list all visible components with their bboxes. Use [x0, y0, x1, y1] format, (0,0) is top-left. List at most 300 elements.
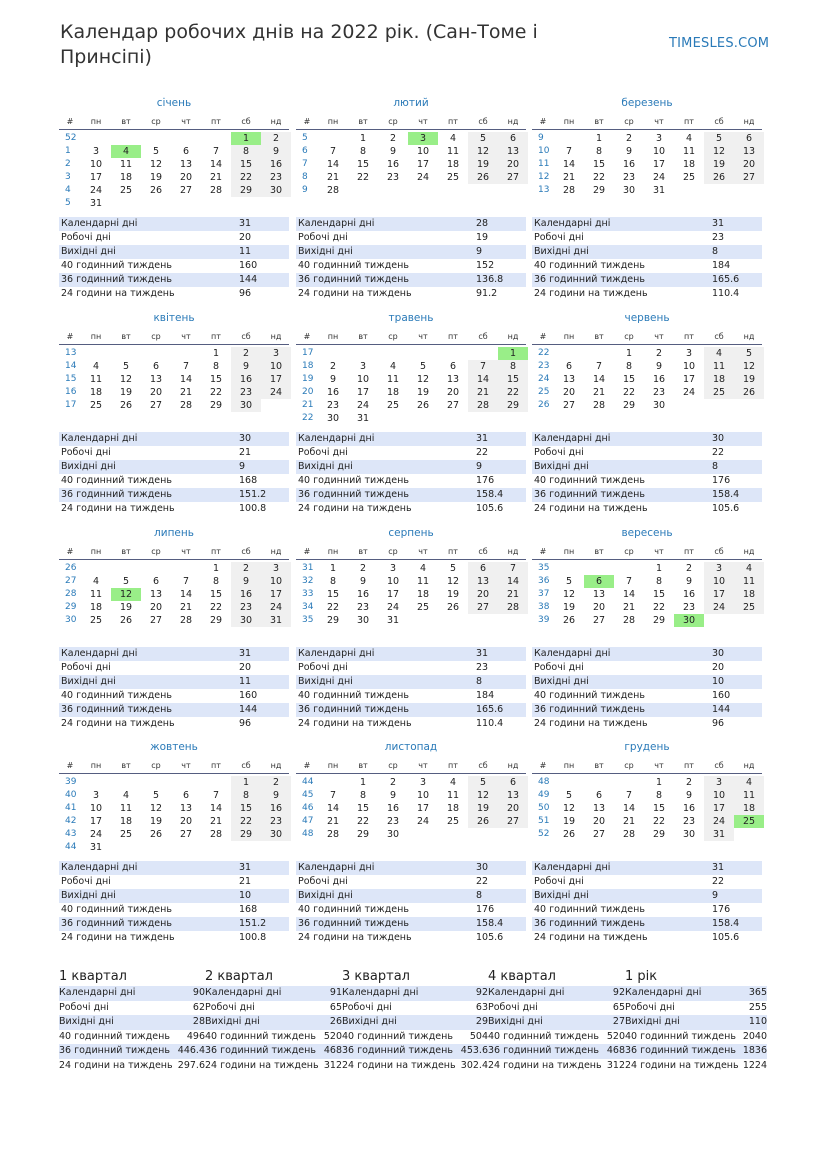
- quarter-title: 1 рік: [625, 969, 658, 984]
- stat-label: 24 години на тиждень: [488, 1059, 602, 1071]
- week-number: 10: [538, 146, 550, 156]
- stat-value: 8: [712, 461, 719, 472]
- quarter-stat-row: [625, 1030, 767, 1045]
- stat-value: 23: [712, 232, 725, 243]
- stat-value: 160: [239, 260, 258, 271]
- stat-value: 496: [186, 1030, 205, 1042]
- day-grid: [296, 562, 526, 627]
- quarter-block: [625, 968, 767, 1073]
- stat-value: 62: [192, 1001, 205, 1013]
- week-number: 18: [302, 361, 314, 371]
- weekday-label: пн: [327, 117, 339, 126]
- day-cell: 24: [416, 816, 430, 827]
- day-cell: 8: [329, 576, 337, 587]
- day-cell: 30: [261, 828, 291, 841]
- day-cell: 20: [149, 602, 163, 613]
- weekday-label: вт: [121, 332, 131, 341]
- day-grid: [296, 347, 526, 425]
- day-cell: 29: [209, 615, 223, 626]
- stat-row: [532, 287, 762, 301]
- stat-value: 144: [239, 704, 258, 715]
- quarter-stat-row: [205, 1044, 342, 1059]
- day-cell: 5: [419, 361, 427, 372]
- day-cell: 13: [498, 789, 528, 802]
- day-cell: 12: [562, 589, 576, 600]
- day-cell: 23: [386, 816, 400, 827]
- day-cell: 4: [685, 133, 693, 144]
- stat-label: Вихідні дні: [625, 1016, 680, 1027]
- stat-label: 40 годинний тиждень: [534, 475, 645, 486]
- stat-value: 105.6: [476, 932, 504, 943]
- empty-cell: [378, 412, 408, 425]
- stat-row: [59, 231, 289, 245]
- stat-label: Календарні дні: [298, 433, 375, 444]
- weekday-label: сб: [478, 332, 488, 341]
- day-cell: 3: [704, 776, 734, 789]
- day-cell: 20: [179, 172, 193, 183]
- weekday-label: нд: [270, 547, 282, 556]
- day-cell: 28: [209, 185, 223, 196]
- day-grid: [59, 776, 289, 854]
- day-cell: 27: [734, 171, 764, 184]
- empty-cell: [141, 776, 171, 789]
- day-cell: 12: [149, 803, 163, 814]
- day-cell: 24: [704, 601, 734, 614]
- weekday-label: пн: [563, 761, 575, 770]
- day-cell: 5: [565, 790, 573, 801]
- stat-row: [296, 217, 526, 231]
- stat-row: [532, 273, 762, 287]
- day-cell: 14: [209, 159, 223, 170]
- empty-cell: [141, 841, 171, 854]
- day-cell: 26: [119, 400, 133, 411]
- stat-value: 158.4: [476, 489, 504, 500]
- stat-value: 158.4: [712, 489, 740, 500]
- stat-value: 29: [475, 1016, 488, 1027]
- quarter-stat-row: [205, 986, 342, 1001]
- week-number: 46: [302, 803, 314, 813]
- empty-cell: [584, 347, 614, 360]
- day-cell: 29: [326, 615, 340, 626]
- stat-label: 36 годинний тиждень: [61, 274, 172, 285]
- week-number: 15: [65, 374, 77, 384]
- week-number: 3: [65, 172, 71, 182]
- day-cell: 2: [685, 563, 693, 574]
- empty-cell: [584, 562, 614, 575]
- day-cell: 18: [734, 802, 764, 815]
- weekday-label: ср: [624, 761, 634, 770]
- day-cell: 9: [359, 576, 367, 587]
- quarter-stat-row: [205, 1001, 342, 1016]
- stat-label: Календарні дні: [61, 862, 138, 873]
- stat-value: 19: [476, 232, 489, 243]
- day-cell: 26: [468, 815, 498, 828]
- weekday-label: пн: [563, 547, 575, 556]
- weekday-header: [532, 759, 762, 774]
- stat-row: [296, 717, 526, 731]
- day-cell: 21: [179, 387, 193, 398]
- empty-cell: [378, 184, 408, 197]
- quarter-summary: [59, 968, 767, 1073]
- weekday-label: пт: [448, 547, 458, 556]
- day-cell: 16: [231, 373, 261, 386]
- day-cell: 21: [326, 816, 340, 827]
- day-cell: 20: [592, 816, 606, 827]
- day-cell: 22: [652, 816, 666, 827]
- quarter-stat-row: [625, 1001, 767, 1016]
- week-number: 17: [65, 400, 77, 410]
- stat-row: [296, 861, 526, 875]
- week-number: 8: [302, 172, 308, 182]
- stat-label: Робочі дні: [625, 1001, 675, 1013]
- brand-link[interactable]: TIMESLES.COM: [669, 36, 770, 51]
- stat-value: 158.4: [712, 918, 740, 929]
- weekday-label: сб: [714, 117, 724, 126]
- week-number: 13: [65, 348, 77, 358]
- week-number: 16: [65, 387, 77, 397]
- empty-cell: [111, 841, 141, 854]
- day-cell: 30: [231, 399, 261, 412]
- day-cell: 30: [682, 829, 696, 840]
- stat-value: 9: [239, 461, 246, 472]
- quarter-stat-row: [488, 1015, 625, 1030]
- stat-label: Вихідні дні: [534, 461, 589, 472]
- day-cell: 17: [682, 374, 696, 385]
- weekday-label: сб: [714, 547, 724, 556]
- weekday-label: чт: [418, 547, 428, 556]
- day-cell: 19: [734, 373, 764, 386]
- day-cell: 26: [416, 400, 430, 411]
- stat-row: [532, 875, 762, 889]
- month-name: березень: [621, 97, 673, 109]
- stat-value: 96: [712, 718, 725, 729]
- day-cell: 20: [498, 802, 528, 815]
- empty-cell: [231, 197, 261, 210]
- weekday-label: нд: [743, 117, 755, 126]
- stat-row: [59, 903, 289, 917]
- stat-value: 468: [323, 1045, 342, 1056]
- month-stats: [296, 217, 526, 301]
- day-cell: 18: [119, 816, 133, 827]
- week-number: 12: [538, 172, 550, 182]
- day-cell: 7: [182, 361, 190, 372]
- stat-value: 10: [239, 890, 252, 901]
- day-cell: 29: [498, 399, 528, 412]
- stat-row: [296, 446, 526, 460]
- day-cell: 10: [89, 803, 103, 814]
- month-stats: [59, 647, 289, 731]
- empty-cell: [498, 184, 528, 197]
- month-stats: [59, 217, 289, 301]
- stat-value: 453.6: [460, 1045, 488, 1056]
- stat-label: 24 години на тиждень: [298, 932, 412, 943]
- day-cell: 5: [565, 576, 573, 587]
- day-grid: [532, 132, 762, 197]
- stat-row: [296, 917, 526, 931]
- day-cell: 29: [356, 829, 370, 840]
- day-cell: 21: [622, 816, 636, 827]
- quarter-stat-row: [488, 1001, 625, 1016]
- weekday-label: пн: [327, 761, 339, 770]
- weekday-header: [296, 545, 526, 560]
- day-cell: 19: [704, 158, 734, 171]
- stat-row: [59, 661, 289, 675]
- stat-value: 158.4: [476, 918, 504, 929]
- weekday-label: сб: [478, 547, 488, 556]
- weekday-label: ср: [151, 117, 161, 126]
- day-cell: 6: [734, 132, 764, 145]
- weekday-label: пт: [448, 332, 458, 341]
- day-cell: 4: [122, 790, 130, 801]
- week-number: 14: [65, 361, 77, 371]
- stat-row: [59, 287, 289, 301]
- day-cell: 7: [182, 576, 190, 587]
- weekday-label: пт: [684, 761, 694, 770]
- day-cell: 22: [231, 171, 261, 184]
- week-number: 26: [538, 400, 550, 410]
- day-cell: 22: [209, 602, 223, 613]
- stat-value: 22: [712, 447, 725, 458]
- stat-label: 40 годинний тиждень: [59, 1030, 170, 1042]
- weekday-label: вт: [594, 761, 604, 770]
- stat-value: 30: [712, 433, 725, 444]
- empty-cell: [81, 562, 111, 575]
- stat-value: 9: [476, 246, 483, 257]
- day-cell: 9: [261, 789, 291, 802]
- stat-row: [296, 460, 526, 474]
- empty-cell: [554, 347, 584, 360]
- stat-label: 36 годинний тиждень: [298, 489, 409, 500]
- day-cell: 10: [261, 575, 291, 588]
- stat-label: Робочі дні: [298, 662, 348, 673]
- week-number: 5: [65, 198, 71, 208]
- day-cell: 21: [326, 172, 340, 183]
- day-cell: 13: [468, 575, 498, 588]
- stat-row: [532, 861, 762, 875]
- stat-value: 23: [476, 662, 489, 673]
- stat-label: 40 годинний тиждень: [61, 904, 172, 915]
- weekday-label: сб: [241, 332, 251, 341]
- day-cell: 6: [468, 562, 498, 575]
- weekday-label: нд: [507, 547, 519, 556]
- empty-cell: [261, 197, 291, 210]
- stat-row: [532, 717, 762, 731]
- weekday-label: пт: [211, 761, 221, 770]
- stat-value: 65: [329, 1001, 342, 1013]
- day-cell: 14: [592, 374, 606, 385]
- stat-row: [296, 287, 526, 301]
- stat-label: Календарні дні: [298, 218, 375, 229]
- day-cell: 18: [704, 373, 734, 386]
- stat-row: [532, 217, 762, 231]
- stat-label: 24 години на тиждень: [61, 718, 175, 729]
- weekday-label: ср: [388, 117, 398, 126]
- quarter-block: [59, 968, 205, 1073]
- day-cell: 24: [89, 829, 103, 840]
- day-cell: 21: [592, 387, 606, 398]
- day-cell: 29: [652, 829, 666, 840]
- day-cell: 11: [89, 374, 103, 385]
- stat-row: [296, 474, 526, 488]
- weekday-label: чт: [181, 332, 191, 341]
- day-cell: 8: [212, 576, 220, 587]
- day-cell: 6: [182, 790, 190, 801]
- weekday-label: сб: [241, 547, 251, 556]
- month-calendar: [296, 526, 526, 627]
- day-cell: 6: [595, 790, 603, 801]
- day-cell: 15: [231, 158, 261, 171]
- stat-label: 24 години на тиждень: [625, 1059, 739, 1071]
- stat-label: Робочі дні: [298, 232, 348, 243]
- weekday-label: чт: [418, 332, 428, 341]
- stat-value: 176: [476, 475, 495, 486]
- day-cell: 2: [389, 133, 397, 144]
- day-grid: [532, 562, 762, 627]
- empty-cell: [171, 841, 201, 854]
- month-calendar: [296, 96, 526, 197]
- day-cell: 29: [622, 400, 636, 411]
- day-cell: 22: [622, 387, 636, 398]
- day-cell: 2: [685, 777, 693, 788]
- day-cell: 28: [622, 615, 636, 626]
- day-cell: 24: [356, 400, 370, 411]
- day-cell: 25: [119, 829, 133, 840]
- day-cell: 23: [682, 816, 696, 827]
- day-cell: 23: [261, 171, 291, 184]
- weekday-header: [296, 759, 526, 774]
- day-cell: 22: [652, 602, 666, 613]
- weekday-label: вт: [121, 547, 131, 556]
- day-cell: 14: [622, 803, 636, 814]
- month-calendar: [532, 96, 762, 197]
- day-cell: 7: [625, 790, 633, 801]
- stat-value: 28: [192, 1016, 205, 1027]
- day-cell: 30: [622, 185, 636, 196]
- day-cell: 24: [261, 601, 291, 614]
- week-number: 36: [538, 576, 550, 586]
- day-cell: 10: [89, 159, 103, 170]
- day-cell: 30: [356, 615, 370, 626]
- day-cell: 5: [122, 361, 130, 372]
- stat-label: 36 годинний тиждень: [298, 274, 409, 285]
- day-cell: 23: [386, 172, 400, 183]
- empty-cell: [348, 184, 378, 197]
- stat-row: [59, 689, 289, 703]
- weekday-label: пн: [563, 117, 575, 126]
- day-cell: 6: [498, 132, 528, 145]
- weekday-label: #: [303, 117, 311, 126]
- week-number: 52: [65, 133, 77, 143]
- empty-cell: [704, 184, 734, 197]
- day-cell: 22: [498, 386, 528, 399]
- weekday-header: [532, 330, 762, 345]
- empty-cell: [438, 828, 468, 841]
- stat-value: 520: [606, 1030, 625, 1042]
- day-cell: 30: [231, 614, 261, 627]
- empty-cell: [438, 347, 468, 360]
- page-title: Календар робочих днів на 2022 рік. (Сан-Томе і Принсіпі): [60, 21, 538, 68]
- day-cell: 31: [386, 615, 400, 626]
- stat-label: Вихідні дні: [534, 890, 589, 901]
- week-number: 47: [302, 816, 314, 826]
- day-cell: 12: [734, 360, 764, 373]
- day-cell: 12: [416, 374, 430, 385]
- day-cell: 22: [326, 602, 340, 613]
- stat-row: [296, 488, 526, 502]
- day-cell: 27: [592, 829, 606, 840]
- day-cell: 9: [261, 145, 291, 158]
- stat-value: 20: [239, 662, 252, 673]
- stat-label: Вихідні дні: [534, 246, 589, 257]
- stat-value: 31: [476, 648, 489, 659]
- day-cell: 21: [179, 602, 193, 613]
- weekday-label: ср: [624, 117, 634, 126]
- stat-value: 110.4: [712, 288, 740, 299]
- day-cell: 16: [386, 803, 400, 814]
- day-cell: 28: [622, 829, 636, 840]
- weekday-label: нд: [507, 761, 519, 770]
- stat-label: Робочі дні: [61, 232, 111, 243]
- day-cell: 2: [389, 777, 397, 788]
- day-cell: 24: [261, 386, 291, 399]
- stat-label: 36 годинний тиждень: [298, 918, 409, 929]
- day-cell: 5: [734, 347, 764, 360]
- stat-value: 105.6: [712, 932, 740, 943]
- weekday-label: #: [66, 761, 74, 770]
- day-cell: 4: [419, 563, 427, 574]
- day-cell: 11: [704, 360, 734, 373]
- day-cell: 26: [562, 829, 576, 840]
- month-calendar: [59, 96, 289, 210]
- day-cell: 5: [152, 790, 160, 801]
- day-cell: 15: [326, 589, 340, 600]
- quarter-stat-row: [342, 1030, 488, 1045]
- stat-row: [532, 231, 762, 245]
- day-cell: 30: [326, 413, 340, 424]
- stat-value: 504: [469, 1030, 488, 1042]
- weekday-header: [59, 330, 289, 345]
- quarter-block: [342, 968, 488, 1073]
- day-cell: 27: [562, 400, 576, 411]
- month-name: серпень: [388, 527, 434, 539]
- week-number: 6: [302, 146, 308, 156]
- day-cell: 5: [122, 576, 130, 587]
- stat-value: 136.8: [476, 274, 504, 285]
- day-cell: 25: [89, 615, 103, 626]
- stat-label: Робочі дні: [59, 1001, 109, 1013]
- stat-label: Вихідні дні: [61, 461, 116, 472]
- stat-label: Календарні дні: [298, 862, 375, 873]
- day-cell: 14: [209, 803, 223, 814]
- day-cell: 20: [734, 158, 764, 171]
- day-grid: [59, 562, 289, 627]
- stat-value: 31: [712, 862, 725, 873]
- weekday-label: чт: [181, 547, 191, 556]
- stat-value: 28: [476, 218, 489, 229]
- weekday-label: ср: [388, 547, 398, 556]
- stat-row: [59, 245, 289, 259]
- empty-cell: [201, 776, 231, 789]
- week-number: 31: [302, 563, 314, 573]
- day-cell: 18: [119, 172, 133, 183]
- quarter-stat-row: [342, 1059, 488, 1074]
- empty-cell: [171, 347, 201, 360]
- empty-cell: [408, 347, 438, 360]
- day-cell: 15: [622, 374, 636, 385]
- day-cell: 21: [209, 816, 223, 827]
- day-cell: 30: [261, 184, 291, 197]
- day-cell: 31: [356, 413, 370, 424]
